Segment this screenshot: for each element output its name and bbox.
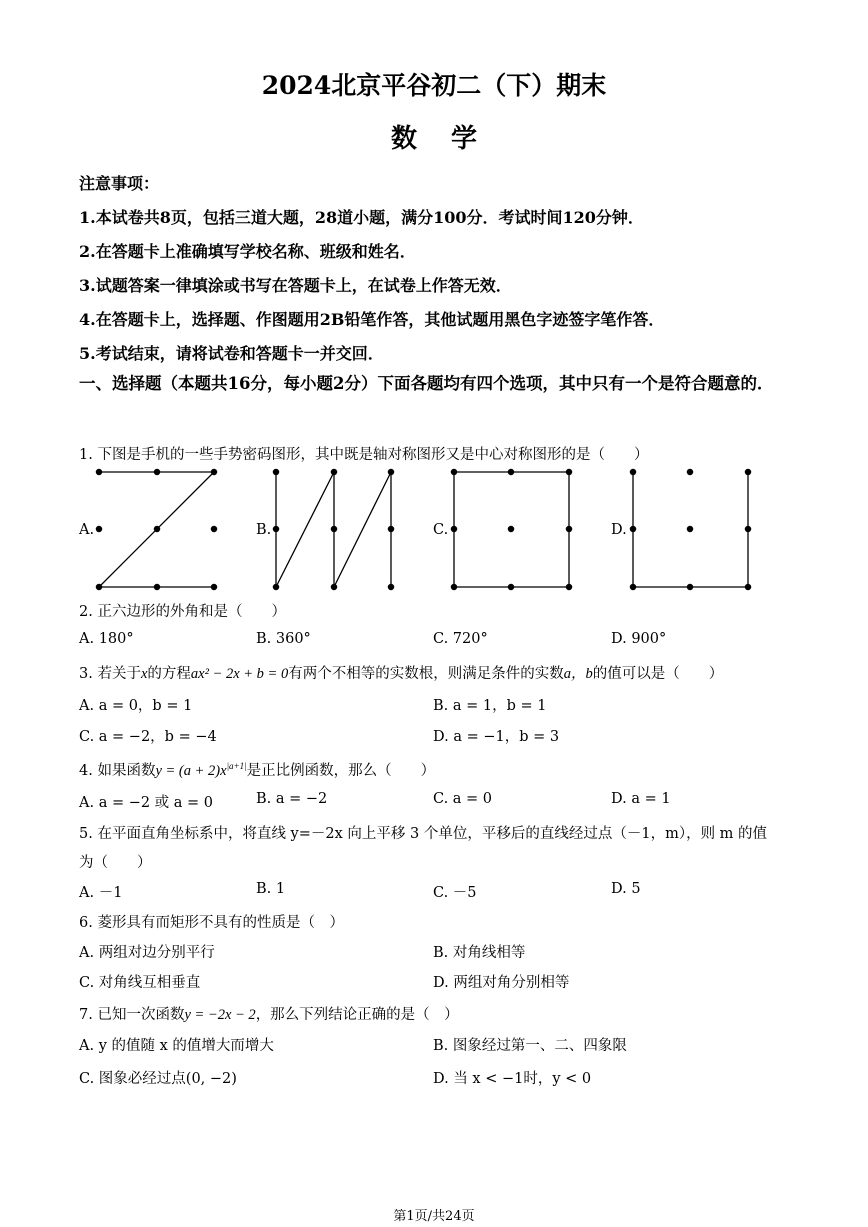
q6-option-d: D. 两组对角分别相等	[433, 975, 570, 991]
gesture-figures	[0, 0, 868, 600]
section-heading: 一、选择题（本题共16分，每小题2分）下面各题均有四个选项，其中只有一个是符合题意的．	[79, 374, 774, 393]
figure-b	[273, 469, 393, 589]
q7-option-d: D. 当 x < −1时，y < 0	[433, 1071, 592, 1087]
question-1-stem: 1. 下图是手机的一些手势密码图形，其中既是轴对称图形又是中心对称图形的是（ ）	[79, 447, 649, 463]
q4-option-d: D. a = 1	[611, 791, 671, 807]
q2-option-c: C. 720°	[433, 631, 488, 647]
note-item-1: 1.本试卷共8页，包括三道大题，28道小题，满分100分．考试时间120分钟．	[79, 208, 644, 227]
question-2-stem: 2. 正六边形的外角和是（ ）	[79, 604, 286, 620]
q7-option-c: C. 图象必经过点(0, −2)	[79, 1071, 237, 1087]
q2-option-d: D. 900°	[611, 631, 667, 647]
question-4-stem: 4. 如果函数$y = (a + 2)x^{|a+1|}$是正比例函数，那么（ ）	[79, 761, 436, 779]
q2-option-b: B. 360°	[256, 631, 311, 647]
q3-option-a: A. a = 0，b = 1	[79, 698, 193, 714]
q7-option-b: B. 图象经过第一、二、四象限	[433, 1038, 627, 1054]
option-c-label: C.	[433, 522, 449, 538]
note-item-2: 2.在答题卡上准确填写学校名称、班级和姓名．	[79, 242, 416, 261]
question-3-stem: 3. 若关于x的方程ax² − 2x + b = 0有两个不相等的实数根，则满足条件的实数a，b的值可以是（ ）	[79, 666, 724, 682]
option-b-label: B.	[256, 522, 272, 538]
q3-option-c: C. a = −2，b = −4	[79, 729, 217, 745]
q6-option-b: B. 对角线相等	[433, 945, 526, 961]
q3-option-b: B. a = 1，b = 1	[433, 698, 547, 714]
note-item-5: 5.考试结束，请将试卷和答题卡一并交回．	[79, 344, 384, 363]
question-5-stem-line-2: 为（ ）	[79, 855, 152, 871]
question-7-stem: 7. 已知一次函数y = −2x − 2，那么下列结论正确的是（ ）	[79, 1007, 459, 1023]
q3-option-d: D. a = −1，b = 3	[433, 729, 560, 745]
q7-option-a: A. y 的值随 x 的值增大而增大	[79, 1038, 274, 1054]
page-title: 2024北京平谷初二（下）期末	[261, 71, 607, 100]
question-6-stem: 6. 菱形具有而矩形不具有的性质是（ ）	[79, 915, 344, 931]
note-item-3: 3.试题答案一律填涂或书写在答题卡上，在试卷上作答无效．	[79, 276, 512, 295]
question-5-stem-line-1: 5. 在平面直角坐标系中，将直线 y=－2x 向上平移 3 个单位，平移后的直线经过点（－1，m），则 m 的值	[79, 826, 768, 842]
subject-title: 数学	[390, 124, 511, 154]
q6-option-a: A. 两组对边分别平行	[79, 945, 215, 961]
figure-a	[96, 469, 216, 589]
option-a-label: A.	[79, 522, 95, 538]
q6-option-c: C. 对角线互相垂直	[79, 975, 201, 991]
q4-option-c: C. a = 0	[433, 791, 493, 807]
option-d-label: D.	[611, 522, 627, 538]
q4-option-a: A. a = −2 或 a = 0	[79, 795, 214, 811]
page-number: 第1页/共24页	[393, 1209, 475, 1224]
q5-option-a: A. －1	[79, 885, 123, 901]
note-item-4: 4.在答题卡上，选择题、作图题用2B铅笔作答，其他试题用黑色字迹签字笔作答．	[79, 310, 665, 329]
q5-option-c: C. －5	[433, 885, 477, 901]
q5-option-b: B. 1	[256, 881, 286, 897]
q2-option-a: A. 180°	[79, 631, 134, 647]
q5-option-d: D. 5	[611, 881, 641, 897]
figure-c	[451, 469, 571, 589]
q4-option-b: B. a = −2	[256, 791, 328, 807]
notes-heading: 注意事项：	[79, 174, 160, 193]
figure-d	[630, 469, 750, 589]
